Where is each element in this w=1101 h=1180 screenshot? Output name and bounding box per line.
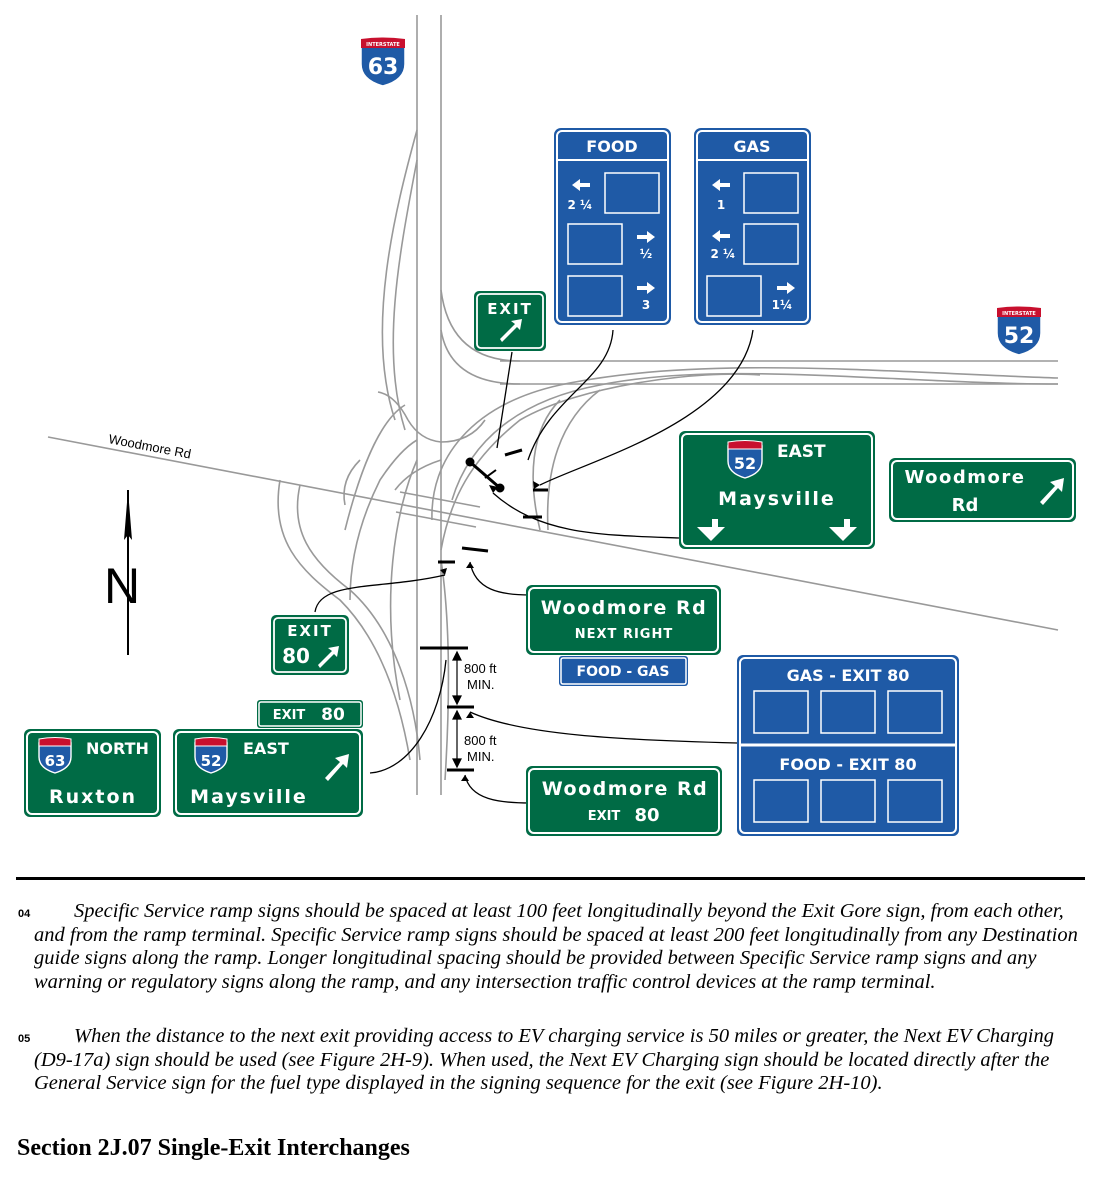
exit-80-gore-sign	[271, 615, 349, 675]
food-gas-text: FOOD - GAS	[576, 664, 670, 680]
woodmore-rd-text: Woodmore Rd	[540, 597, 708, 619]
shield-i52-map	[997, 307, 1041, 356]
dimension-1-unit: MIN.	[467, 677, 495, 692]
gas-sign-row1-distance: 1	[716, 198, 726, 212]
paragraph-text: When the distance to the next exit providing access to EV charging service is 50 miles or greater, the Next EV Charging (D9-17a) sign should be used (see Figure 2H-9). When used, the Next EV Charging sign should be located directly after the General Service sign for the fuel type displayed in the signing sequence for the exit (see Figure 2H-10).	[34, 1025, 1055, 1094]
north-arrow-icon	[104, 490, 140, 655]
direction-east: EAST	[777, 442, 826, 462]
dimension-2-unit: MIN.	[467, 749, 495, 764]
food-sign-row1-distance: 2 ¼	[567, 198, 593, 212]
shield-i52-sign	[728, 441, 762, 479]
i63-north-ruxton-sign	[24, 729, 161, 817]
direction-north: NORTH	[86, 739, 149, 758]
direction-east: EAST	[243, 739, 289, 758]
specific-service-mainline-sign	[737, 655, 959, 836]
exit-number: 80	[634, 805, 660, 826]
exit-80-panel-label: EXIT	[272, 708, 306, 723]
leader-lines	[315, 330, 753, 803]
shield-number: 52	[1003, 324, 1035, 349]
gas-sign-title: GAS	[733, 137, 771, 156]
woodmore-line1: Woodmore	[904, 467, 1026, 488]
i52-east-maysville-overhead-sign	[679, 431, 875, 549]
woodmore-rd-exit-direction-sign	[889, 458, 1076, 522]
gas-sign-row3-distance: 1¼	[771, 298, 793, 312]
paragraph-05	[18, 1025, 1082, 1096]
paragraph-number: 04	[18, 908, 31, 920]
shield-number: 63	[367, 55, 399, 80]
paragraph-04	[18, 900, 1082, 994]
shield-number: 52	[200, 752, 222, 770]
shield-i63-sign	[39, 738, 71, 774]
woodmore-rd-text: Woodmore Rd	[541, 778, 709, 800]
food-sign-title: FOOD	[586, 137, 638, 156]
shield-i52-sign	[195, 738, 227, 774]
food-sign-row2-distance: ½	[639, 247, 653, 261]
shield-number: 52	[733, 454, 757, 473]
exit-gore-label: EXIT	[487, 300, 533, 318]
food-sign-row3-distance: 3	[641, 298, 651, 312]
destination-maysville: Maysville	[718, 488, 836, 510]
woodmore-rd-next-right-sign	[526, 585, 721, 655]
exit-gore-sign	[474, 291, 546, 351]
woodmore-rd-exit-80-sign	[526, 766, 722, 836]
exit-text: EXIT	[587, 809, 621, 824]
dimension-2-value: 800 ft	[464, 733, 497, 748]
exit-80-gore-number: 80	[282, 644, 310, 668]
gas-exit-80-title: GAS - EXIT 80	[786, 666, 910, 685]
shield-interstate-text: INTERSTATE	[366, 42, 400, 48]
next-right-text: NEXT RIGHT	[574, 627, 674, 642]
shield-i63-map	[361, 38, 405, 87]
north-letter: N	[104, 558, 141, 614]
i52-east-maysville-exit-sign	[173, 729, 363, 817]
exit-80-gore-label: EXIT	[287, 622, 333, 640]
paragraph-number: 05	[18, 1033, 31, 1045]
dimension-lines	[453, 652, 461, 767]
road-label-woodmore: Woodmore Rd	[107, 431, 193, 462]
paragraph-text: Specific Service ramp signs should be spaced at least 100 feet longitudinally beyond the Exit Gore sign, from each other, and from the ramp terminal. Specific Service ramp signs should be spaced at least 200 feet longitudinally from any Destination guide signs along the ramp. Longer longitudinal spacing should be provided between Specific Service ramp signs and any warning or regulatory signs along the ramp, and any intersection traffic control devices at the ramp terminal.	[34, 900, 1078, 993]
exit-80-panel	[257, 700, 363, 728]
destination-maysville: Maysville	[190, 786, 308, 808]
destination-ruxton: Ruxton	[48, 786, 138, 808]
shield-interstate-text: INTERSTATE	[1002, 311, 1036, 317]
section-divider	[16, 877, 1085, 880]
section-heading: Section 2J.07 Single-Exit Interchanges	[17, 1135, 410, 1161]
dimension-1-value: 800 ft	[464, 661, 497, 676]
food-exit-80-title: FOOD - EXIT 80	[779, 755, 917, 774]
gas-ramp-sign	[694, 128, 811, 325]
woodmore-line2: Rd	[951, 495, 979, 516]
exit-80-panel-number: 80	[321, 705, 345, 725]
shield-number: 63	[44, 752, 66, 770]
gas-sign-row2-distance: 2 ¼	[710, 247, 736, 261]
food-gas-plaque	[559, 656, 688, 686]
food-ramp-sign	[554, 128, 671, 325]
